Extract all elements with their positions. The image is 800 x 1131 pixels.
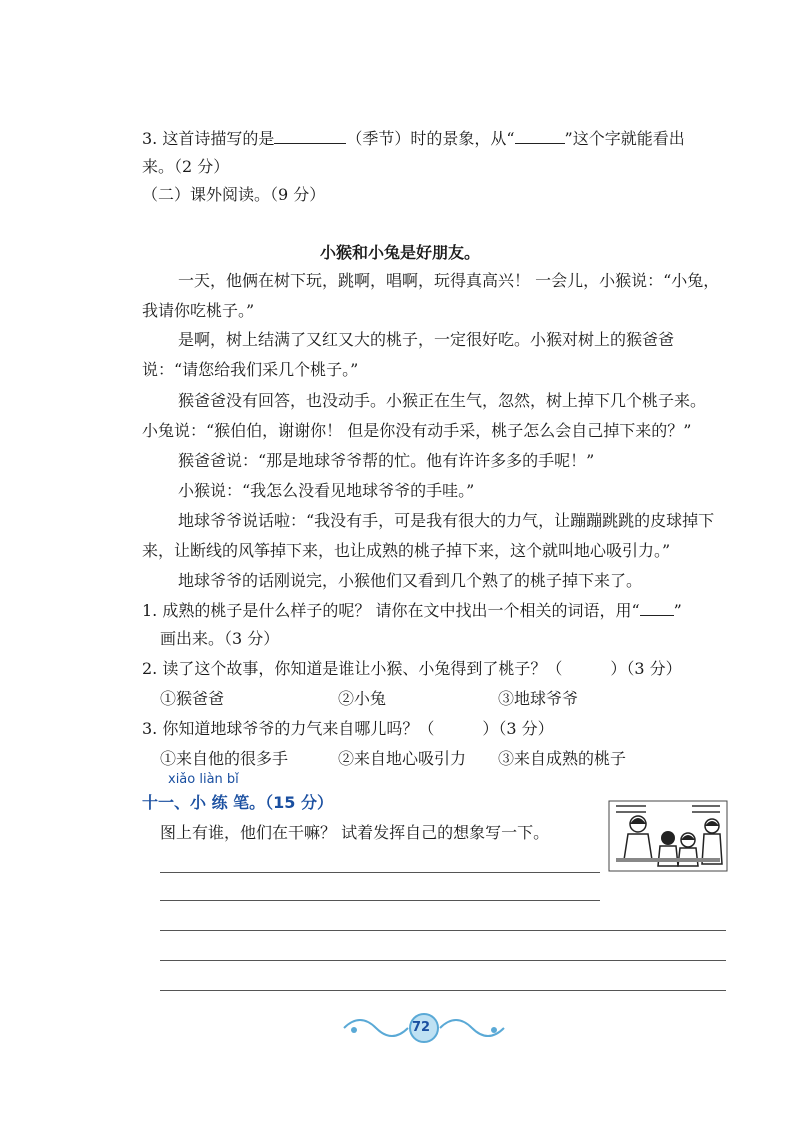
writing-line-5[interactable] <box>160 990 726 991</box>
question-3-line-2: 来。（2 分） <box>142 157 230 176</box>
question-3-option-b[interactable]: ②来自地心吸引力 <box>338 749 467 768</box>
section-11-pinyin: xiǎo liàn bǐ <box>168 772 239 787</box>
question-2-option-c[interactable]: ③地球爷爷 <box>498 689 579 708</box>
writing-line-4[interactable] <box>160 960 726 961</box>
story-para-2-line-2: 说：“请您给我们采几个桃子。” <box>142 360 359 379</box>
section-11-heading: 十一、小 练 笔。（15 分） <box>142 793 333 812</box>
reading-question-1-line-2: 画出来。（3 分） <box>160 629 280 648</box>
writing-line-1[interactable] <box>160 872 600 873</box>
character-blank[interactable] <box>515 128 565 144</box>
part-2-heading: （二）课外阅读。（9 分） <box>142 185 326 204</box>
writing-line-3[interactable] <box>160 930 726 931</box>
classroom-illustration <box>608 800 728 872</box>
story-title: 小猴和小兔是好朋友。 <box>319 243 480 262</box>
story-para-3-line-2: 小兔说：“猴伯伯，谢谢你！ 但是你没有动手采，桃子怎么会自己掉下来的？” <box>142 421 692 440</box>
story-para-4: 猴爸爸说：“那是地球爷爷帮的忙。他有许许多多的手呢！” <box>178 451 595 470</box>
story-para-3-line-1: 猴爸爸没有回答，也没动手。小猴正在生气，忽然，树上掉下几个桃子来。 <box>178 391 707 410</box>
question-3-line-1 <box>142 128 685 150</box>
question-3-text-a: 3. 这首诗描写的是 <box>142 129 275 148</box>
story-para-6-line-1: 地球爷爷说话啦：“我没有手，可是我有很大的力气，让蹦蹦跳跳的皮球掉下 <box>178 511 715 530</box>
question-3-text-c: ”这个字就能看出 <box>564 129 685 148</box>
reading-question-3: 3. 你知道地球爷爷的力气来自哪儿吗？（ ）（3 分） <box>142 719 554 738</box>
reading-question-2: 2. 读了这个故事，你知道是谁让小猴、小兔得到了桃子？（ ）（3 分） <box>142 659 682 678</box>
question-2-option-b[interactable]: ②小兔 <box>338 689 387 708</box>
question-2-option-a[interactable]: ①猴爸爸 <box>160 689 225 708</box>
reading-question-1-line-1 <box>142 600 682 622</box>
page-number: 72 <box>411 1020 431 1035</box>
story-para-5: 小猴说：“我怎么没看见地球爷爷的手哇。” <box>178 481 475 500</box>
question-3-text-b: （季节）时的景象，从“ <box>346 129 515 148</box>
writing-prompt: 图上有谁，他们在干嘛？ 试着发挥自己的想象写一下。 <box>160 823 550 842</box>
question-3-option-a[interactable]: ①来自他的很多手 <box>160 749 289 768</box>
reading-question-1-text: 1. 成熟的桃子是什么样子的呢？ 请你在文中找出一个相关的词语，用“ <box>142 601 640 620</box>
season-blank[interactable] <box>274 128 346 144</box>
story-para-7: 地球爷爷的话刚说完，小猴他们又看到几个熟了的桃子掉下来了。 <box>178 571 643 590</box>
story-para-1-line-1: 一天，他俩在树下玩，跳啊，唱啊，玩得真高兴！ 一会儿，小猴说：“小兔， <box>178 271 720 290</box>
writing-line-2[interactable] <box>160 900 600 901</box>
underline-sample <box>640 600 674 616</box>
story-para-1-line-2: 我请你吃桃子。” <box>142 301 255 320</box>
question-3-option-c[interactable]: ③来自成熟的桃子 <box>498 749 627 768</box>
story-para-2-line-1: 是啊，树上结满了又红又大的桃子，一定很好吃。小猴对树上的猴爸爸 <box>178 330 675 349</box>
reading-question-1-quote-close: ” <box>673 601 682 620</box>
story-para-6-line-2: 来，让断线的风筝掉下来，也让成熟的桃子掉下来，这个就叫地心吸引力。” <box>142 541 671 560</box>
